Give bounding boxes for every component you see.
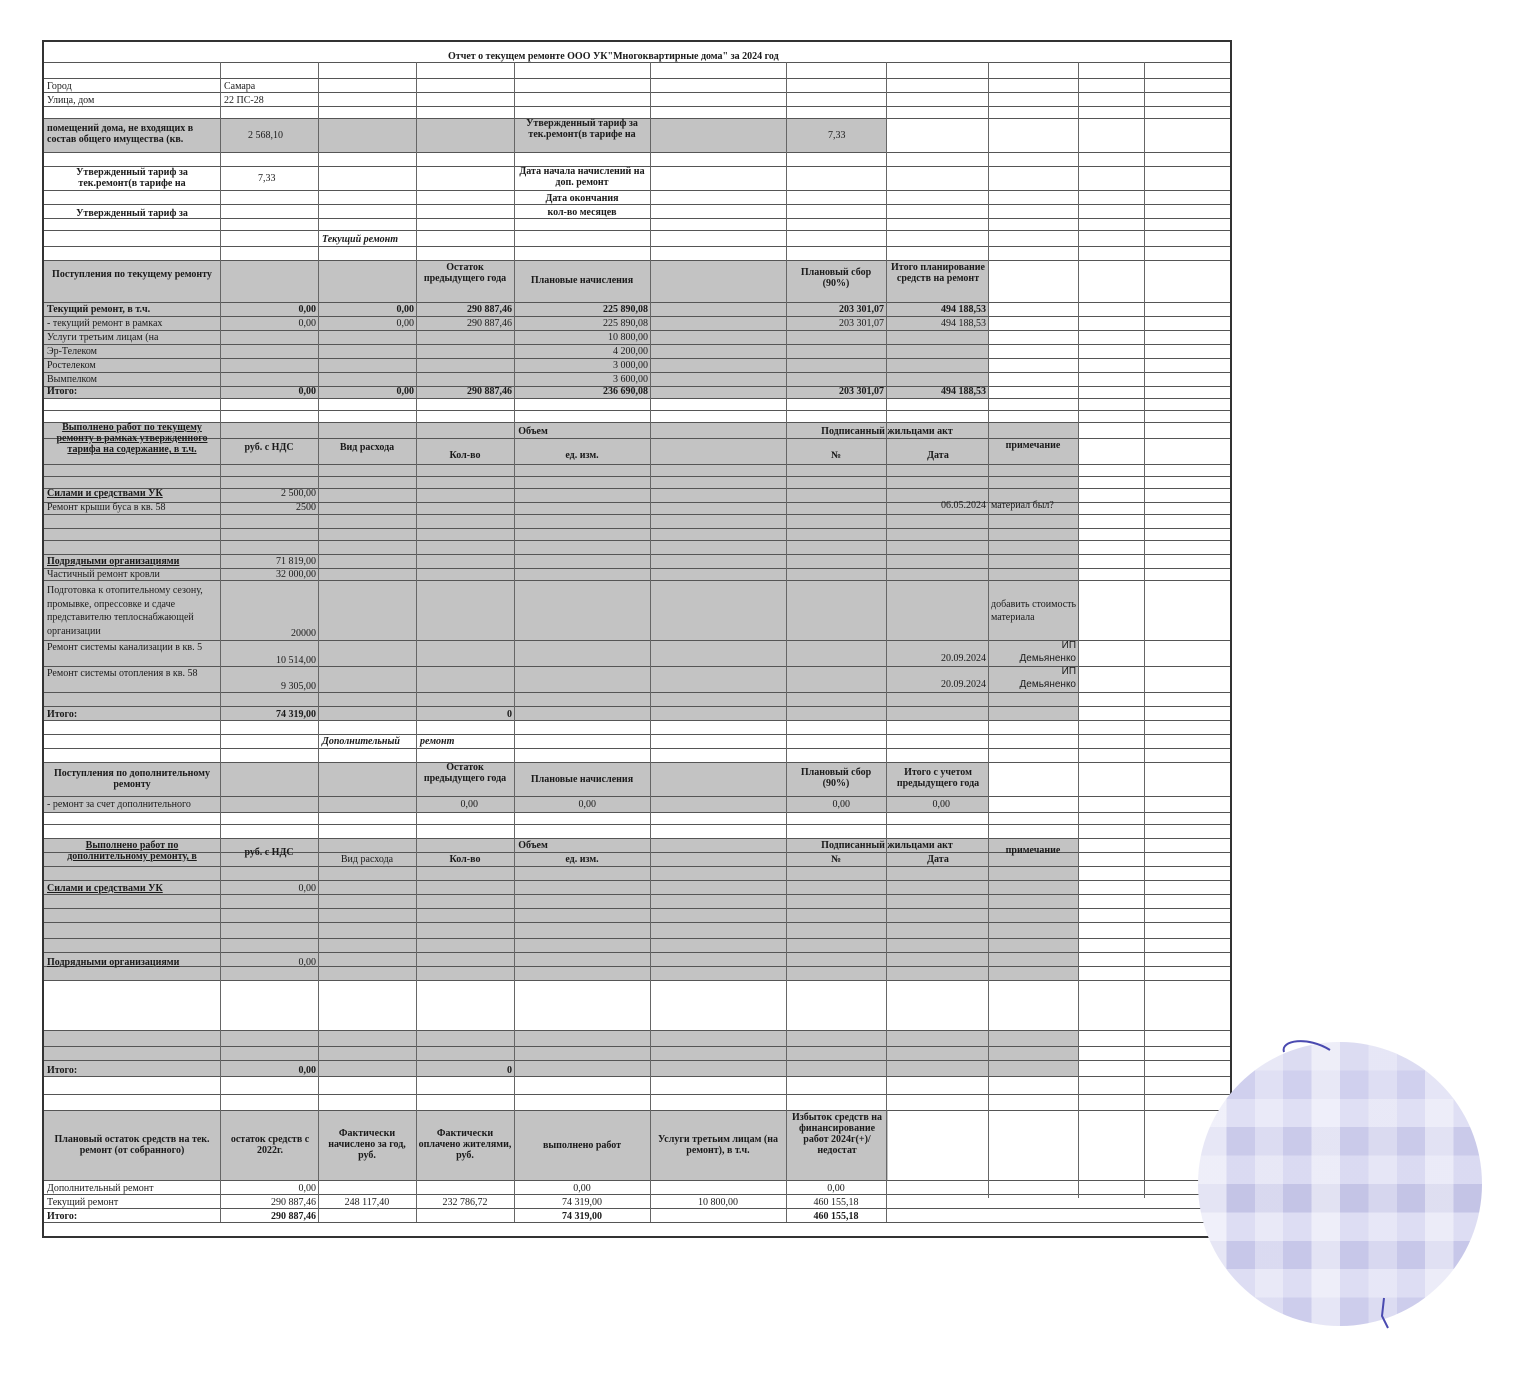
works-heating-label: Ремонт системы отопления в кв. 58 (47, 668, 198, 679)
stamp-seal (1198, 1042, 1482, 1326)
works-col-note: примечание (1005, 440, 1061, 451)
current-row-c1: 0,00 (298, 304, 316, 315)
current-col-total: Итого планирование средств на ремонт (891, 262, 985, 284)
additional-row-planned: 0,00 (578, 799, 596, 810)
summary-row-v4: 74 319,00 (562, 1197, 602, 1208)
works-sewer-label: Ремонт системы канализации в кв. 5 (47, 642, 203, 653)
works-total-label: Итого: (47, 709, 78, 720)
tariff-value: 7,33 (258, 173, 276, 184)
summary-row-v3: 232 786,72 (442, 1197, 488, 1208)
current-row-c2: 0,00 (396, 386, 414, 397)
current-row-total: 494 188,53 (941, 318, 986, 329)
works-contractors-value: 71 819,00 (276, 556, 316, 567)
works-partial-roof-label: Частичный ремонт кровли (47, 569, 160, 580)
works-col-act: Подписанный жильцами акт (821, 426, 953, 437)
works-col-volume: Объем (518, 426, 548, 437)
additional-col-total: Итого с учетом предыдущего года (896, 767, 980, 789)
city-label: Город (47, 81, 72, 92)
works-roof-value: 2500 (296, 502, 316, 513)
current-row-prev: 290 887,46 (467, 318, 512, 329)
works-roof-date: 06.05.2024 (941, 500, 986, 511)
works-col-unit: ед. изм. (565, 450, 599, 461)
current-row-collect: 203 301,07 (839, 318, 884, 329)
street-label: Улица, дом (47, 95, 95, 106)
current-row-planned: 236 690,08 (603, 386, 648, 397)
current-row-planned: 10 800,00 (608, 332, 648, 343)
current-row-planned: 3 000,00 (613, 360, 648, 371)
additional-col-unit: ед. изм. (565, 854, 599, 865)
current-row-collect: 203 301,07 (839, 304, 884, 315)
current-row-c1: 0,00 (298, 318, 316, 329)
summary-h1: Плановый остаток средств на тек. ремонт (от собранного) (54, 1134, 210, 1156)
street-value: 22 ПС-28 (224, 95, 264, 106)
additional-col-volume: Объем (518, 840, 548, 851)
current-row-c2: 0,00 (396, 318, 414, 329)
current-row-planned: 4 200,00 (613, 346, 648, 357)
works-col-qty: Кол-во (449, 450, 481, 461)
additional-col-prev: Остаток предыдущего года (423, 762, 507, 784)
additional-col-plan-collect: Плановый сбор (90%) (800, 767, 872, 789)
works-total-qty: 0 (507, 709, 512, 720)
additional-total-qty: 0 (507, 1065, 512, 1076)
current-col-prev: Остаток предыдущего года (423, 262, 507, 284)
tariff-label: Утвержденный тариф за тек.ремонт(в тарифе на (76, 167, 188, 189)
additional-uk-label: Силами и средствами УК (47, 883, 163, 894)
summary-h2: остаток средств с 2022г. (230, 1134, 310, 1156)
additional-col-planned: Плановые начисления (530, 774, 634, 785)
summary-h3: Фактически начислено за год, руб. (328, 1128, 406, 1161)
summary-row-name: Итого: (47, 1211, 78, 1222)
additional-row-total: 0,00 (932, 799, 950, 810)
additional-works-header: Выполнено работ по дополнительному ремонту, в (67, 840, 197, 862)
summary-row-v6: 0,00 (827, 1183, 845, 1194)
current-row-name: Текущий ремонт, в т.ч. (47, 304, 151, 315)
works-sewer-value: 10 514,00 (276, 655, 316, 666)
additional-uk-value: 0,00 (298, 883, 316, 894)
summary-row-v6: 460 155,18 (813, 1211, 859, 1222)
summary-row-v4: 74 319,00 (562, 1211, 602, 1222)
additional-col-date: Дата (927, 854, 949, 865)
additional-col-qty: Кол-во (449, 854, 481, 865)
additional-col-note: примечание (1005, 845, 1061, 856)
shade-add-works-2 (44, 1030, 1078, 1076)
works-sewer-date: 20.09.2024 (941, 653, 986, 664)
additional-section-label-2: ремонт (420, 736, 455, 747)
additional-col-act: Подписанный жильцами акт (821, 840, 953, 851)
additional-total-value: 0,00 (298, 1065, 316, 1076)
current-section-label: Текущий ремонт (322, 234, 399, 245)
signature-stroke-2 (1374, 1296, 1394, 1330)
current-row-total: 494 188,53 (941, 304, 986, 315)
current-row-name: Услуги третьим лицам (на (47, 332, 159, 343)
additional-row-collect: 0,00 (832, 799, 850, 810)
additional-col-rub: руб. с НДС (244, 847, 294, 858)
works-col-kind: Вид расхода (339, 442, 395, 453)
current-row-name: Вымпелком (47, 374, 97, 385)
city-value: Самара (224, 81, 256, 92)
tariff-label-2: Утвержденный тариф за (76, 208, 188, 219)
works-heating-prep-label: Подготовка к отопительному сезону, промывке, опрессовке и сдаче представителю теплоснабжающей организации (47, 585, 203, 637)
summary-row-name: Текущий ремонт (47, 1197, 119, 1208)
works-total-value: 74 319,00 (276, 709, 316, 720)
works-sewer-note-2: Демьяненко (1019, 653, 1076, 664)
report-title: Отчет о текущем ремонте ООО УК"Многоквартирные дома" за 2024 год (448, 51, 779, 62)
current-row-name: - текущий ремонт в рамках (47, 318, 163, 329)
additional-row-prev: 0,00 (460, 799, 478, 810)
summary-h4: Фактически оплачено жителями, руб. (418, 1128, 512, 1161)
current-row-planned: 225 890,08 (603, 318, 648, 329)
works-heating-note-1: ИП (1061, 666, 1076, 677)
summary-row-v1: 290 887,46 (271, 1211, 316, 1222)
summary-h5: выполнено работ (542, 1140, 622, 1151)
months-label: кол-во месяцев (547, 207, 617, 218)
current-row-collect: 203 301,07 (839, 386, 884, 397)
tariff-right-value: 7,33 (828, 130, 846, 141)
summary-h7: Избыток средств на финансирование работ 2024г(+)/недостат (791, 1112, 883, 1156)
additional-contractors-label: Подрядными организациями (47, 957, 180, 968)
additional-col-kind: Вид расхода (340, 854, 394, 865)
current-income-header: Поступления по текущему ремонту (52, 269, 212, 280)
works-heating-value: 9 305,00 (281, 681, 316, 692)
works-heating-prep-value: 20000 (291, 628, 316, 639)
works-col-date: Дата (927, 450, 949, 461)
works-heating-date: 20.09.2024 (941, 679, 986, 690)
summary-row-v4: 0,00 (573, 1183, 591, 1194)
current-row-c1: 0,00 (298, 386, 316, 397)
works-header: Выполнено работ по текущему ремонту в рамках утвержденного тарифа на содержание, в т.ч. (56, 422, 208, 455)
summary-row-v5: 10 800,00 (698, 1197, 738, 1208)
signature-stroke (1278, 1030, 1338, 1070)
current-row-name: Итого: (47, 386, 78, 397)
works-col-no: № (830, 450, 842, 461)
tariff-right-label: Утвержденный тариф за тек.ремонт(в тарифе на (526, 118, 638, 140)
works-contractors-label: Подрядными организациями (47, 556, 180, 567)
additional-col-no: № (830, 854, 842, 865)
date-start-label: Дата начала начислений на доп. ремонт (519, 166, 645, 188)
current-row-name: Ростелеком (47, 360, 96, 371)
current-col-planned: Плановые начисления (530, 275, 634, 286)
additional-contractors-value: 0,00 (298, 957, 316, 968)
current-row-c2: 0,00 (396, 304, 414, 315)
works-heating-note-2: Демьяненко (1019, 679, 1076, 690)
area-value: 2 568,10 (248, 130, 283, 141)
current-row-prev: 290 887,46 (467, 386, 512, 397)
summary-row-v1: 0,00 (298, 1183, 316, 1194)
current-col-plan-collect: Плановый сбор (90%) (800, 267, 872, 289)
current-row-planned: 225 890,08 (603, 304, 648, 315)
summary-row-v1: 290 887,46 (271, 1197, 316, 1208)
additional-income-header: Поступления по дополнительному ремонту (54, 768, 210, 790)
works-roof-label: Ремонт крыши буса в кв. 58 (47, 502, 166, 513)
summary-row-v6: 460 155,18 (813, 1197, 859, 1208)
report-sheet (42, 40, 1232, 1238)
additional-row-name: - ремонт за счет дополнительного (47, 799, 191, 810)
summary-h6: Услуги третьим лицам (на ремонт), в т.ч. (658, 1134, 778, 1156)
current-row-total: 494 188,53 (941, 386, 986, 397)
date-end-label: Дата окончания (545, 193, 619, 204)
works-col-rub: руб. с НДС (244, 442, 294, 453)
works-partial-roof-value: 32 000,00 (276, 569, 316, 580)
current-row-name: Эр-Телеком (47, 346, 98, 357)
additional-total-label: Итого: (47, 1065, 78, 1076)
summary-row-name: Дополнительный ремонт (47, 1183, 154, 1194)
works-roof-note: материал был? (991, 500, 1054, 511)
summary-row-v2: 248 117,40 (344, 1197, 390, 1208)
current-row-prev: 290 887,46 (467, 304, 512, 315)
current-row-planned: 3 600,00 (613, 374, 648, 385)
works-uk-value: 2 500,00 (281, 488, 316, 499)
works-uk-label: Силами и средствами УК (47, 488, 163, 499)
area-label: помещений дома, не входящих в состав общего имущества (кв. (47, 123, 194, 145)
works-sewer-note-1: ИП (1061, 640, 1076, 651)
works-heating-prep-note: добавить стоимость материала (991, 599, 1077, 623)
additional-section-label-1: Дополнительный (322, 736, 400, 747)
